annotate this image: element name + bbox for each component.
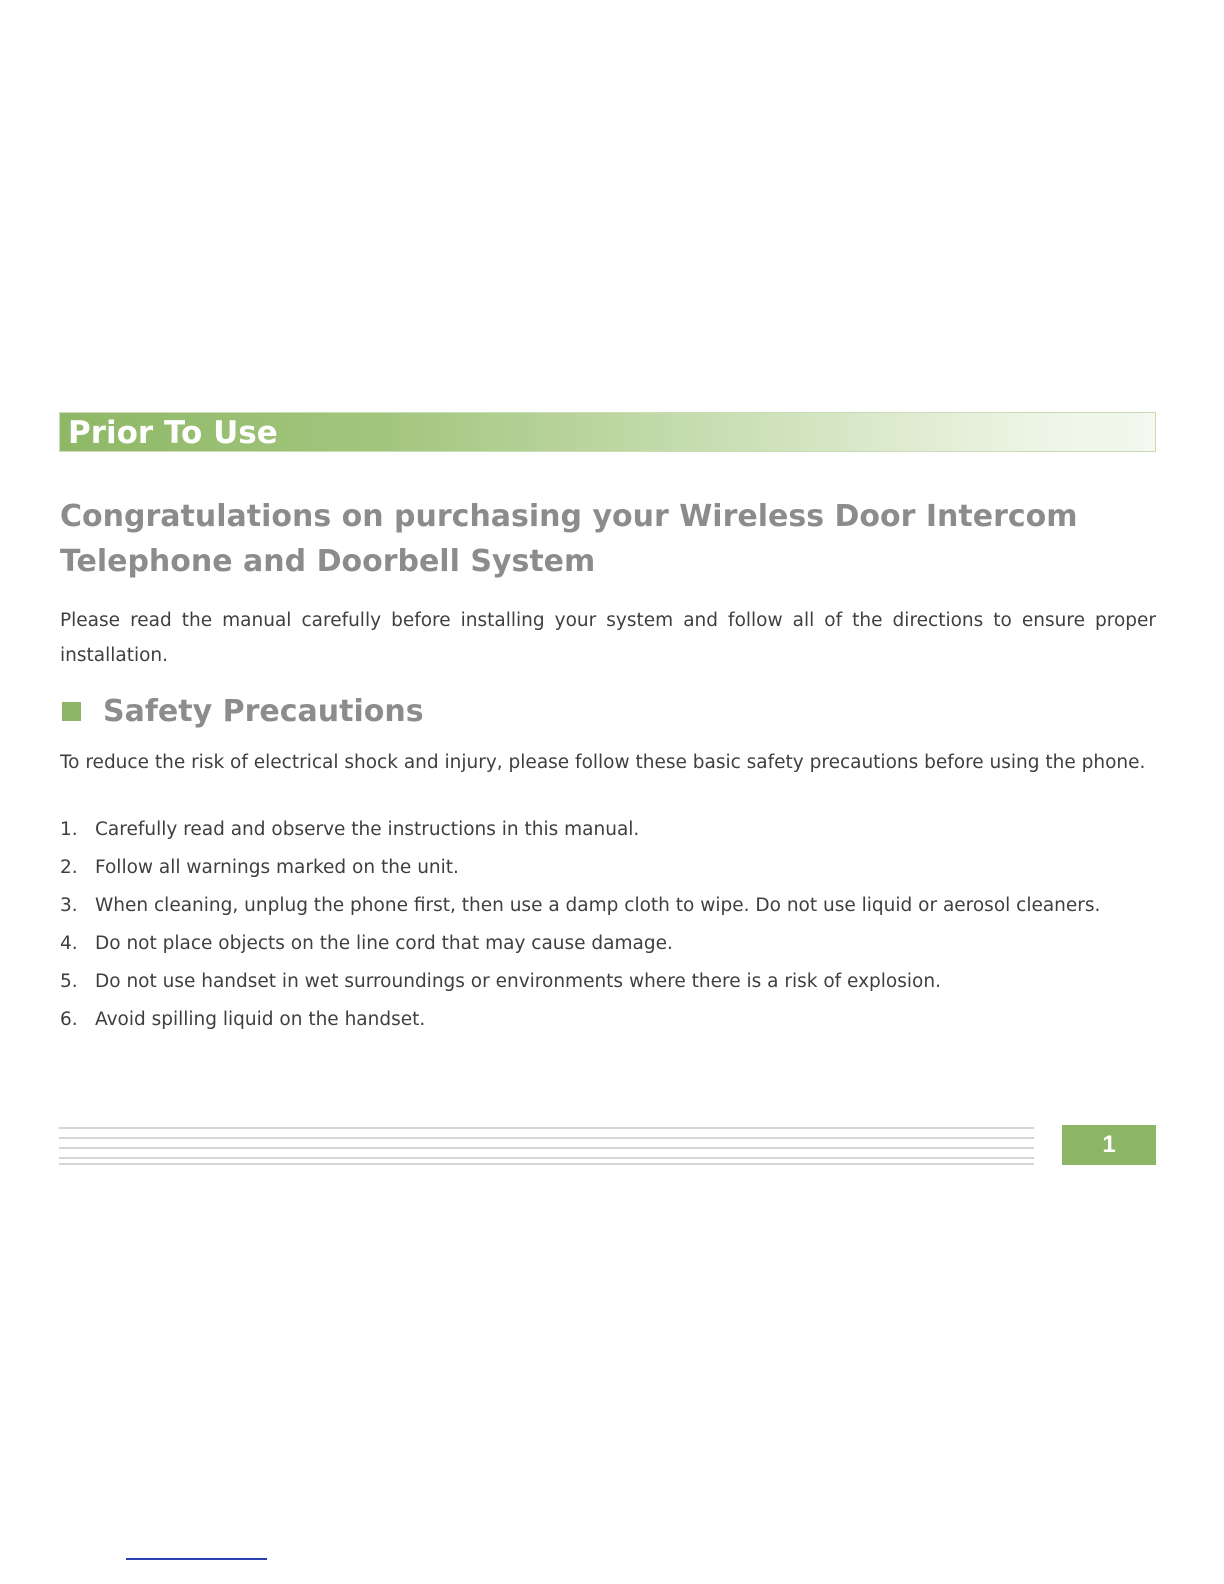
section-title: Prior To Use <box>68 415 278 451</box>
intro-paragraph: Please read the manual carefully before installing your system and follow all of the directions to ensure proper installation. <box>60 610 1156 666</box>
precautions-list <box>60 814 1156 1042</box>
section-banner <box>59 412 1156 452</box>
safety-intro-paragraph: To reduce the risk of electrical shock and injury, please follow these basic safety precautions before using the phone. <box>60 752 1146 773</box>
list-item-number: 6. <box>60 1009 78 1030</box>
page-number: 1 <box>1102 1131 1116 1158</box>
main-heading: Congratulations on purchasing your Wireless Door Intercom Telephone and Doorbell System <box>60 499 1078 579</box>
page-number-box <box>1062 1125 1156 1165</box>
list-item-text: Do not place objects on the line cord that may cause damage. <box>95 933 673 954</box>
list-item <box>60 890 1156 921</box>
list-item-number: 4. <box>60 933 78 954</box>
list-item <box>60 814 1156 845</box>
list-item <box>60 966 1156 997</box>
footer-rule <box>59 1147 1034 1149</box>
footer-rules <box>59 1125 1034 1165</box>
safety-heading-text: Safety Precautions <box>103 693 424 729</box>
list-item-text: Avoid spilling liquid on the handset. <box>95 1009 426 1030</box>
list-item-number: 5. <box>60 971 78 992</box>
list-item-text: Carefully read and observe the instructions in this manual. <box>95 819 640 840</box>
footer-rule <box>59 1127 1034 1129</box>
list-item-text: When cleaning, unplug the phone first, then use a damp cloth to wipe. Do not use liquid or aerosol cleaners. <box>95 895 1101 916</box>
list-item-number: 3. <box>60 895 78 916</box>
footer-rule <box>59 1157 1034 1159</box>
safety-precautions-heading <box>62 690 424 732</box>
bottom-rule <box>126 1558 267 1560</box>
list-item-number: 1. <box>60 819 78 840</box>
square-bullet-icon <box>62 702 81 721</box>
list-item <box>60 852 1156 883</box>
footer-rule <box>59 1137 1034 1139</box>
list-item-number: 2. <box>60 857 78 878</box>
list-item <box>60 1004 1156 1035</box>
list-item-text: Follow all warnings marked on the unit. <box>95 857 459 878</box>
list-item <box>60 928 1156 959</box>
list-item-text: Do not use handset in wet surroundings or environments where there is a risk of explosion. <box>95 971 941 992</box>
footer-rule <box>59 1163 1034 1165</box>
